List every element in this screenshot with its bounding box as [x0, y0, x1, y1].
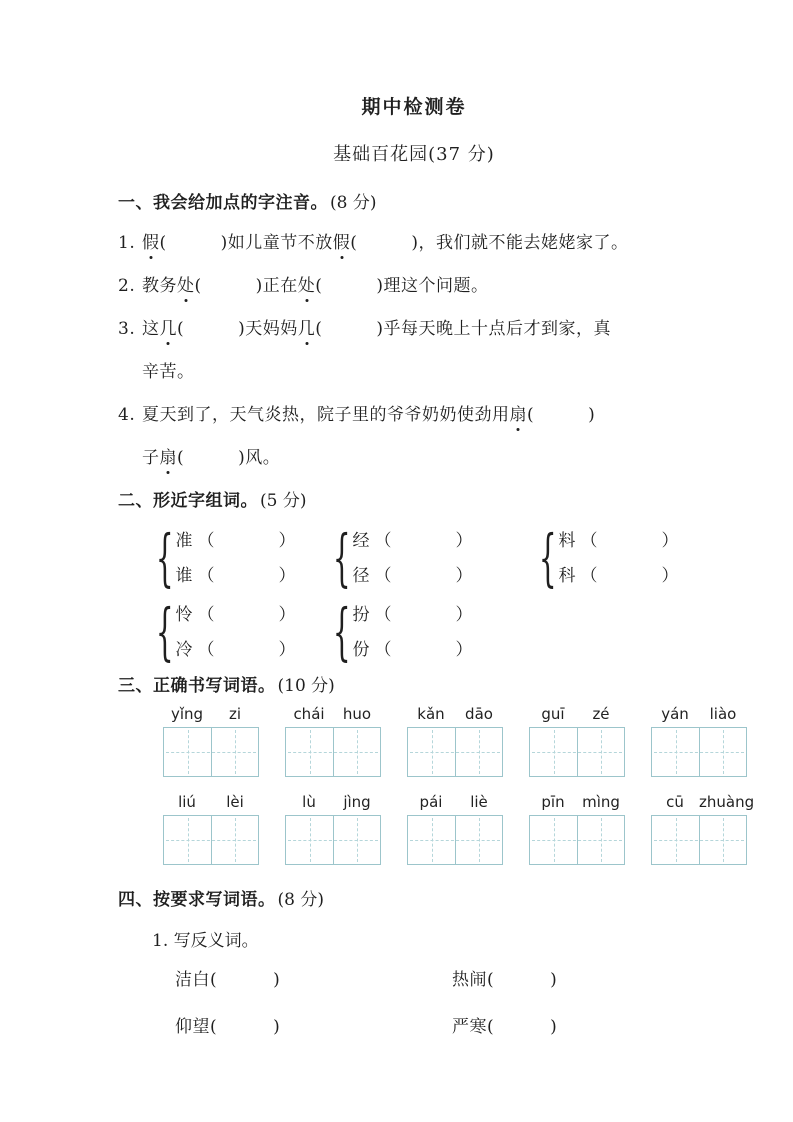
question-number: 3.	[118, 319, 136, 339]
grid-cell	[164, 816, 211, 864]
section-2-heading-row	[118, 488, 753, 515]
character: 径	[352, 565, 370, 586]
dotted-char: 扇	[160, 445, 178, 472]
pinyin-label	[529, 705, 625, 725]
paren-close: ）	[455, 530, 473, 551]
character-blank-entry	[175, 603, 295, 627]
question-text: 夏天到了，天气炎热，院子里的爷爷奶奶使劲用	[142, 405, 510, 425]
paren-open: （	[197, 565, 215, 586]
question-line	[118, 230, 753, 257]
character: 谁	[175, 565, 193, 586]
question-text: )理这个问题。	[376, 276, 489, 296]
paren-open: （	[374, 565, 392, 586]
curly-brace-icon: {	[155, 521, 174, 594]
paren-open: (	[210, 970, 218, 990]
paren-close: )	[550, 1017, 558, 1037]
writing-grid	[529, 727, 625, 777]
dotted-char: 几	[298, 316, 316, 343]
question-number: 1.	[118, 233, 136, 253]
question-text: (	[527, 405, 535, 425]
paren-close: ）	[278, 604, 296, 625]
pinyin-syllable: liè	[470, 793, 488, 811]
pinyin-label	[407, 793, 503, 813]
question-text: (	[315, 319, 323, 339]
character-blank-entry	[352, 564, 472, 588]
pinyin-syllable: pái	[419, 793, 443, 811]
section-4-rows	[118, 967, 753, 1041]
grid-cell	[652, 816, 699, 864]
paren-open: （	[197, 530, 215, 551]
section-4-heading-row	[118, 887, 753, 914]
dotted-char: 扇	[510, 402, 528, 429]
question-item	[118, 316, 753, 386]
question-line	[118, 273, 753, 300]
writing-grid	[651, 727, 747, 777]
antonym-entry	[452, 1014, 729, 1041]
grid-cell	[408, 816, 455, 864]
antonym-entry	[452, 967, 729, 994]
paren-close: ）	[661, 565, 679, 586]
paren-open: （	[197, 639, 215, 660]
pinyin-label	[407, 705, 503, 725]
character-blank-entry	[175, 564, 295, 588]
section-1-heading-row	[118, 190, 753, 217]
question-text: )天妈妈	[238, 319, 298, 339]
paren-open: （	[197, 604, 215, 625]
paren-close: ）	[278, 565, 296, 586]
writing-grid	[651, 815, 747, 865]
grid-cell	[333, 728, 380, 776]
question-text: )正在	[255, 276, 298, 296]
brace-group-entries	[352, 529, 472, 588]
question-item	[118, 273, 753, 300]
pinyin-syllable: yǐng	[170, 705, 204, 723]
brace-group	[155, 521, 334, 594]
pinyin-label	[651, 705, 747, 725]
writing-grid	[529, 815, 625, 865]
grid-cell	[211, 816, 258, 864]
character: 怜	[175, 604, 193, 625]
pinyin-syllable: kǎn	[417, 705, 445, 723]
question-line	[118, 316, 753, 343]
title-block	[118, 96, 710, 166]
paren-open: （	[580, 565, 598, 586]
question-line	[142, 359, 753, 386]
brace-group	[155, 595, 334, 668]
antonym-word: 严寒	[452, 1017, 487, 1037]
brace-group-row	[155, 595, 753, 668]
paren-close: ）	[278, 639, 296, 660]
dotted-char: 处	[298, 273, 316, 300]
antonym-entry	[175, 967, 452, 994]
section-2-rows	[118, 521, 753, 668]
character: 准	[175, 530, 193, 551]
dotted-char: 假	[333, 230, 351, 257]
question-text: (	[177, 319, 185, 339]
brace-group-entries	[175, 529, 295, 588]
brace-group-row	[155, 521, 753, 594]
character: 料	[558, 530, 576, 551]
question-text: (	[350, 233, 358, 253]
question-line	[118, 402, 753, 429]
character-blank-entry	[175, 638, 295, 662]
grid-cell	[408, 728, 455, 776]
curly-brace-icon: {	[155, 595, 174, 668]
antonym-row	[175, 1014, 753, 1041]
paren-close: ）	[455, 639, 473, 660]
writing-grid	[163, 727, 259, 777]
character-blank-entry	[558, 529, 678, 553]
pinyin-syllable: jìng	[343, 793, 371, 811]
character: 经	[352, 530, 370, 551]
section-3-rows	[118, 705, 753, 865]
section-3-score: (10 分)	[277, 676, 335, 696]
character-blank-entry	[175, 529, 295, 553]
writing-grid	[285, 727, 381, 777]
section-1-items	[118, 230, 753, 472]
grid-cell	[211, 728, 258, 776]
pinyin-syllable: pīn	[541, 793, 565, 811]
question-text: (	[194, 276, 202, 296]
pinyin-label	[285, 705, 381, 725]
writing-grid	[407, 727, 503, 777]
word-writing-unit	[407, 793, 503, 865]
paren-open: (	[210, 1017, 218, 1037]
grid-cell	[455, 728, 502, 776]
brace-group-entries	[175, 603, 295, 662]
question-text: 教务	[142, 276, 177, 296]
section-4-score: (8 分)	[277, 890, 324, 910]
pinyin-label	[163, 793, 259, 813]
curly-brace-icon: {	[538, 521, 557, 594]
word-writing-unit	[651, 793, 755, 865]
grid-cell	[699, 728, 746, 776]
section-4-heading: 四、按要求写词语。	[118, 890, 276, 910]
antonym-word: 仰望	[175, 1017, 210, 1037]
pinyin-label	[529, 793, 625, 813]
pinyin-syllable: huo	[342, 705, 372, 723]
pinyin-syllable: lèi	[226, 793, 244, 811]
character: 科	[558, 565, 576, 586]
question-text: 这	[142, 319, 160, 339]
brace-group-entries	[558, 529, 678, 588]
question-text: )，我们就不能去姥姥家了。	[411, 233, 629, 253]
question-text: )风。	[238, 448, 281, 468]
section-3-heading-row	[118, 673, 753, 700]
grid-cell	[286, 728, 333, 776]
paren-close: )	[273, 970, 281, 990]
section-2-heading: 二、形近字组词。	[118, 491, 258, 511]
pinyin-syllable: zi	[228, 705, 242, 723]
paren-close: ）	[278, 530, 296, 551]
pinyin-syllable: liào	[709, 705, 737, 723]
pinyin-syllable: zé	[592, 705, 610, 723]
brace-group	[332, 595, 511, 668]
pinyin-syllable: yán	[661, 705, 689, 723]
question-line	[142, 445, 753, 472]
character: 冷	[175, 639, 193, 660]
antonym-entry	[175, 1014, 452, 1041]
writing-grid	[163, 815, 259, 865]
section-write-words	[118, 887, 753, 1041]
curly-brace-icon: {	[332, 521, 351, 594]
antonym-row	[175, 967, 753, 994]
pinyin-syllable: liú	[178, 793, 196, 811]
question-item	[118, 230, 753, 257]
dotted-char: 假	[142, 230, 160, 257]
section-word-writing	[118, 673, 753, 865]
word-writing-unit	[407, 705, 503, 777]
paren-open: (	[487, 970, 495, 990]
character: 扮	[352, 604, 370, 625]
pinyin-label	[651, 793, 755, 813]
question-text: 辛苦。	[142, 362, 195, 382]
question-text: (	[315, 276, 323, 296]
brace-group	[332, 521, 511, 594]
pinyin-syllable: mìng	[582, 793, 620, 811]
character: 份	[352, 639, 370, 660]
antonym-word: 热闹	[452, 970, 487, 990]
question-text: (	[177, 448, 185, 468]
grid-cell	[164, 728, 211, 776]
word-writing-unit	[285, 705, 381, 777]
grid-cell	[455, 816, 502, 864]
paren-open: (	[487, 1017, 495, 1037]
antonym-sub-heading: 1. 写反义词。	[152, 931, 259, 951]
question-text: )	[588, 405, 596, 425]
page-title: 期中检测卷	[361, 96, 467, 118]
question-text: 子	[142, 448, 160, 468]
writing-grid-row	[163, 793, 753, 865]
word-writing-unit	[163, 793, 259, 865]
pinyin-syllable: chái	[293, 705, 325, 723]
word-writing-unit	[651, 705, 747, 777]
section-1-score: (8 分)	[330, 193, 377, 213]
word-writing-unit	[529, 705, 625, 777]
section-1-heading: 一、我会给加点的字注音。	[118, 193, 328, 213]
writing-grid	[407, 815, 503, 865]
grid-cell	[577, 816, 624, 864]
paren-close: ）	[455, 565, 473, 586]
word-writing-unit	[163, 705, 259, 777]
character-blank-entry	[352, 529, 472, 553]
writing-grid	[285, 815, 381, 865]
paren-close: ）	[661, 530, 679, 551]
pinyin-syllable: guī	[541, 705, 565, 723]
paren-close: )	[273, 1017, 281, 1037]
dotted-char: 几	[160, 316, 178, 343]
writing-grid-row	[163, 705, 753, 777]
brace-group	[538, 521, 717, 594]
paren-open: （	[580, 530, 598, 551]
page-subtitle: 基础百花园(37 分)	[333, 144, 495, 165]
section-3-heading: 三、正确书写词语。	[118, 676, 276, 696]
paren-close: ）	[455, 604, 473, 625]
question-text: )乎每天晚上十点后才到家，真	[376, 319, 612, 339]
pinyin-label	[285, 793, 381, 813]
section-2-score: (5 分)	[260, 491, 307, 511]
character-blank-entry	[352, 603, 472, 627]
section-similar-characters	[118, 488, 753, 668]
paren-open: （	[374, 530, 392, 551]
grid-cell	[333, 816, 380, 864]
character-blank-entry	[558, 564, 678, 588]
grid-cell	[530, 728, 577, 776]
pinyin-label	[163, 705, 259, 725]
pinyin-syllable: dāo	[465, 705, 493, 723]
word-writing-unit	[285, 793, 381, 865]
character-blank-entry	[352, 638, 472, 662]
pinyin-syllable: cū	[666, 793, 684, 811]
question-number: 4.	[118, 405, 136, 425]
pinyin-syllable: lù	[302, 793, 316, 811]
paren-close: )	[550, 970, 558, 990]
dotted-char: 处	[177, 273, 195, 300]
word-writing-unit	[529, 793, 625, 865]
grid-cell	[286, 816, 333, 864]
paren-open: （	[374, 604, 392, 625]
pinyin-syllable: zhuàng	[699, 793, 755, 811]
question-text: (	[159, 233, 167, 253]
question-text: )如儿童节不放	[220, 233, 333, 253]
grid-cell	[652, 728, 699, 776]
grid-cell	[530, 816, 577, 864]
brace-group-entries	[352, 603, 472, 662]
question-item	[118, 402, 753, 472]
section-pinyin-annotation	[118, 190, 753, 472]
grid-cell	[577, 728, 624, 776]
antonym-word: 洁白	[175, 970, 210, 990]
question-number: 2.	[118, 276, 136, 296]
grid-cell	[699, 816, 746, 864]
curly-brace-icon: {	[332, 595, 351, 668]
paren-open: （	[374, 639, 392, 660]
